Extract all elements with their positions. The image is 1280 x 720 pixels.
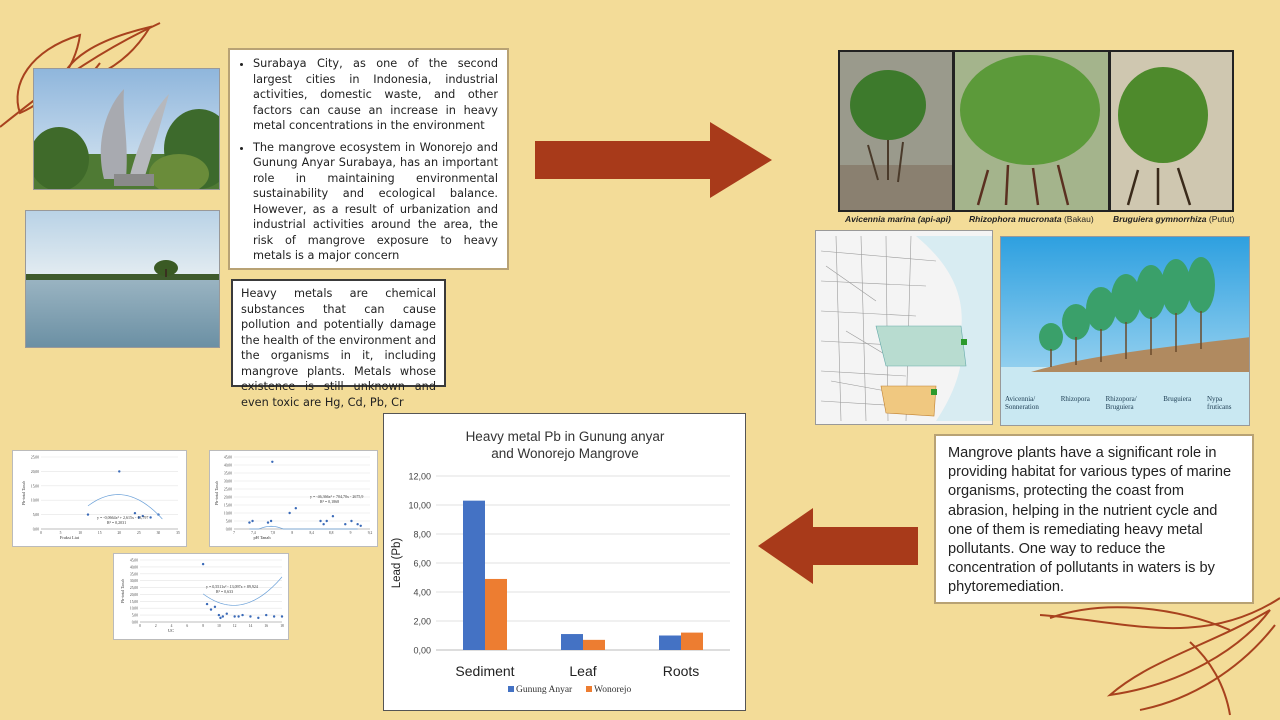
leaf-branch-bottom-right-icon	[1040, 590, 1280, 720]
trend-line	[249, 526, 357, 529]
data-point	[87, 513, 89, 515]
y-tick-label: 10,00	[129, 606, 138, 611]
x-tick-label: 30	[156, 531, 161, 535]
y-tick-label: 6,00	[413, 558, 431, 569]
intro-text-box	[228, 48, 509, 270]
trend-equation: y = -46,366x² + 704,70x - 2675,9	[310, 494, 364, 499]
data-point	[265, 614, 267, 616]
data-point	[248, 521, 250, 523]
r-squared-label: R² = 0,2031	[107, 520, 127, 525]
y-tick-label: 45,00	[129, 558, 138, 563]
data-point	[206, 603, 208, 605]
y-tick-label: 8,00	[413, 529, 431, 540]
y-axis-label: Pb-total Tanah	[214, 480, 219, 506]
y-tick-label: 5,00	[131, 613, 138, 618]
x-tick-label: 8,4	[309, 531, 314, 535]
y-axis-label: Lead (Pb)	[391, 537, 403, 589]
data-point	[118, 470, 120, 472]
data-point	[271, 461, 273, 463]
trend-equation: y = 0,5511x² - 13,097x + 89,924	[206, 584, 258, 589]
data-point	[237, 615, 239, 617]
x-axis-label: pH Tanah	[253, 535, 271, 540]
x-tick-label: 0	[139, 624, 141, 628]
y-tick-label: 35,00	[129, 572, 138, 577]
zonation-illustration	[1000, 236, 1250, 426]
data-point	[134, 512, 136, 514]
bar-gunung-anyar-roots	[659, 636, 681, 651]
data-point	[322, 523, 324, 525]
x-tick-label: 14	[248, 624, 253, 628]
y-tick-label: 0,00	[413, 645, 431, 656]
x-tick-label: 12	[232, 624, 237, 628]
legend-swatch	[586, 686, 592, 692]
x-tick-label: 6	[186, 624, 189, 628]
x-tick-label: 8	[202, 624, 205, 628]
chart-title: Heavy metal Pb in Gunung anyar	[465, 429, 665, 444]
x-tick-label: 15	[97, 531, 102, 535]
x-tick-label: 9,2	[367, 531, 373, 535]
y-tick-label: 25,00	[30, 455, 39, 460]
y-tick-label: 10,00	[408, 500, 431, 511]
x-tick-label: 4	[170, 624, 173, 628]
x-category-label: Leaf	[569, 663, 597, 679]
data-point	[202, 563, 204, 565]
trend-equation: y = -0,0664x² + 2,615x - 13,797	[97, 515, 149, 520]
x-tick-label: 25	[137, 531, 141, 535]
y-tick-label: 5,00	[225, 519, 232, 524]
y-tick-label: 10,00	[30, 498, 39, 503]
species-caption-1: Avicennia marina (api-api)	[845, 214, 951, 224]
data-point	[257, 617, 259, 619]
y-tick-label: 15,00	[30, 484, 39, 489]
x-tick-label: 10	[78, 531, 82, 535]
bar-wonorejo-roots	[681, 633, 703, 650]
x-tick-label: 8,8	[328, 531, 334, 535]
data-point	[273, 615, 275, 617]
y-tick-label: 0,00	[32, 527, 39, 532]
y-tick-label: 25,00	[129, 586, 138, 591]
y-tick-label: 40,00	[223, 463, 232, 468]
x-axis-label: Fraksi Liat	[59, 535, 80, 540]
arrow-left-icon	[758, 508, 918, 584]
data-point	[233, 615, 235, 617]
y-tick-label: 40,00	[129, 565, 138, 570]
x-tick-label: 7,8	[270, 531, 276, 535]
zone-label-1: Avicennia/ Sonneration	[1005, 395, 1039, 411]
x-tick-label: 10	[217, 624, 221, 628]
lead-bar-chart	[383, 413, 746, 711]
zone-label-3: Rhizopora/ Bruguiera	[1105, 395, 1137, 411]
y-tick-label: 25,00	[223, 487, 232, 492]
data-point	[226, 613, 228, 615]
x-tick-label: 2	[154, 624, 157, 628]
zone-label-4: Bruguiera	[1163, 395, 1192, 403]
bar-wonorejo-sediment	[485, 579, 507, 650]
x-tick-label: 7,4	[251, 531, 256, 535]
heavy-metal-text-box	[231, 279, 446, 409]
species-caption-3: Bruguiera gymnorrhiza (Putut)	[1113, 214, 1235, 224]
zone-label-2: Rhizopora	[1060, 395, 1090, 403]
data-point	[210, 608, 212, 610]
y-tick-label: 0,00	[225, 527, 232, 532]
x-tick-label: 5	[59, 531, 62, 535]
bar-gunung-anyar-leaf	[561, 634, 583, 650]
y-tick-label: 15,00	[129, 599, 138, 604]
bar-wonorejo-leaf	[583, 640, 605, 650]
y-tick-label: 20,00	[129, 592, 138, 597]
y-tick-label: 5,00	[32, 513, 39, 518]
uc-scatter-chart	[113, 553, 289, 640]
mangrove-species-panel	[838, 50, 1234, 212]
y-tick-label: 4,00	[413, 587, 431, 598]
species-caption-2: Rhizophora mucronata (Bakau)	[969, 214, 1094, 224]
y-tick-label: 2,00	[413, 616, 431, 627]
data-point	[344, 523, 346, 525]
bar-gunung-anyar-sediment	[463, 501, 485, 650]
data-point	[356, 523, 358, 525]
legend-swatch	[508, 686, 514, 692]
x-tick-label: 8	[291, 531, 294, 535]
mangrove-text-box	[934, 434, 1254, 604]
legend-label: Wonorejo	[594, 685, 632, 695]
y-tick-label: 15,00	[223, 503, 232, 508]
x-tick-label: 9	[349, 531, 352, 535]
data-point	[149, 516, 151, 518]
data-point	[288, 512, 290, 514]
x-tick-label: 7	[233, 531, 235, 535]
legend-label: Gunung Anyar	[516, 685, 573, 695]
x-tick-label: 35	[176, 531, 180, 535]
x-category-label: Roots	[662, 663, 700, 679]
y-axis-label: Pb-total Tanah	[120, 578, 125, 604]
y-tick-label: 30,00	[223, 479, 232, 484]
x-tick-label: 16	[264, 624, 269, 628]
data-point	[281, 615, 283, 617]
zone-label-5: Nypa fruticans	[1206, 395, 1232, 411]
data-point	[222, 615, 224, 617]
data-point	[332, 515, 334, 517]
lake-photo	[25, 210, 220, 348]
y-tick-label: 12,00	[408, 471, 431, 482]
y-tick-label: 10,00	[223, 511, 232, 516]
x-tick-label: 0	[40, 531, 42, 535]
y-tick-label: 0,00	[131, 620, 138, 625]
arrow-right-icon	[535, 122, 772, 198]
data-point	[267, 521, 269, 523]
y-tick-label: 35,00	[223, 471, 232, 476]
y-axis-label: Pb-total Tanah	[21, 480, 26, 506]
x-axis-label: UC	[167, 628, 175, 633]
y-tick-label: 20,00	[223, 495, 232, 500]
data-point	[219, 617, 221, 619]
study-area-map	[815, 230, 993, 425]
heavy-metal-text: Heavy metals are chemical substances that can cause pollution and potentially damage the health of the environment and the organisms in it, including mangrove plants. Metals whose existence is still unknown and even toxic are Hg, Cd, Pb, Cr	[241, 287, 436, 409]
y-tick-label: 20,00	[30, 469, 39, 474]
x-tick-label: 20	[117, 531, 122, 535]
x-tick-label: 18	[280, 624, 284, 628]
mangrove-text: Mangrove plants have a significant role in providing habitat for various types of marine organisms, protecting the coast from abrasion, helping in the nutrient cycle and one of them is remediating heavy metal pollutants. One way to reduce the concentration of pollutants in waters is by phytoremediation.	[948, 445, 1232, 596]
clay-fraction-scatter-chart	[12, 450, 187, 547]
intro-bullet-1: • Surabaya City, as one of the second largest cities in Indonesia, industrial activities, domestic waste, and other factors can cause an increase in heavy metal concentrations in the environment	[253, 56, 498, 134]
data-point	[326, 520, 328, 522]
data-point	[251, 520, 253, 522]
y-tick-label: 30,00	[129, 579, 138, 584]
sura-baya-monument-photo	[33, 68, 220, 190]
data-point	[270, 520, 272, 522]
data-point	[241, 614, 243, 616]
data-point	[319, 520, 321, 522]
data-point	[249, 615, 251, 617]
data-point	[360, 525, 362, 527]
r-squared-label: R² = 0,1868	[320, 499, 340, 504]
data-point	[214, 606, 216, 608]
r-squared-label: R² = 0,633	[216, 589, 234, 594]
intro-bullet-2: • The mangrove ecosystem in Wonorejo and Gunung Anyar Surabaya, has an important role in maintaining environmental sustainability and ecological balance. However, as a result of urbanization and industrial activities around the area, the risk of mangrove exposure to heavy metals is a major concern	[253, 140, 498, 264]
data-point	[218, 614, 220, 616]
data-point	[295, 507, 297, 509]
data-point	[350, 520, 352, 522]
chart-title-line2: and Wonorejo Mangrove	[491, 446, 639, 461]
y-tick-label: 45,00	[223, 455, 232, 460]
ph-scatter-chart	[209, 450, 378, 547]
x-category-label: Sediment	[455, 663, 515, 679]
